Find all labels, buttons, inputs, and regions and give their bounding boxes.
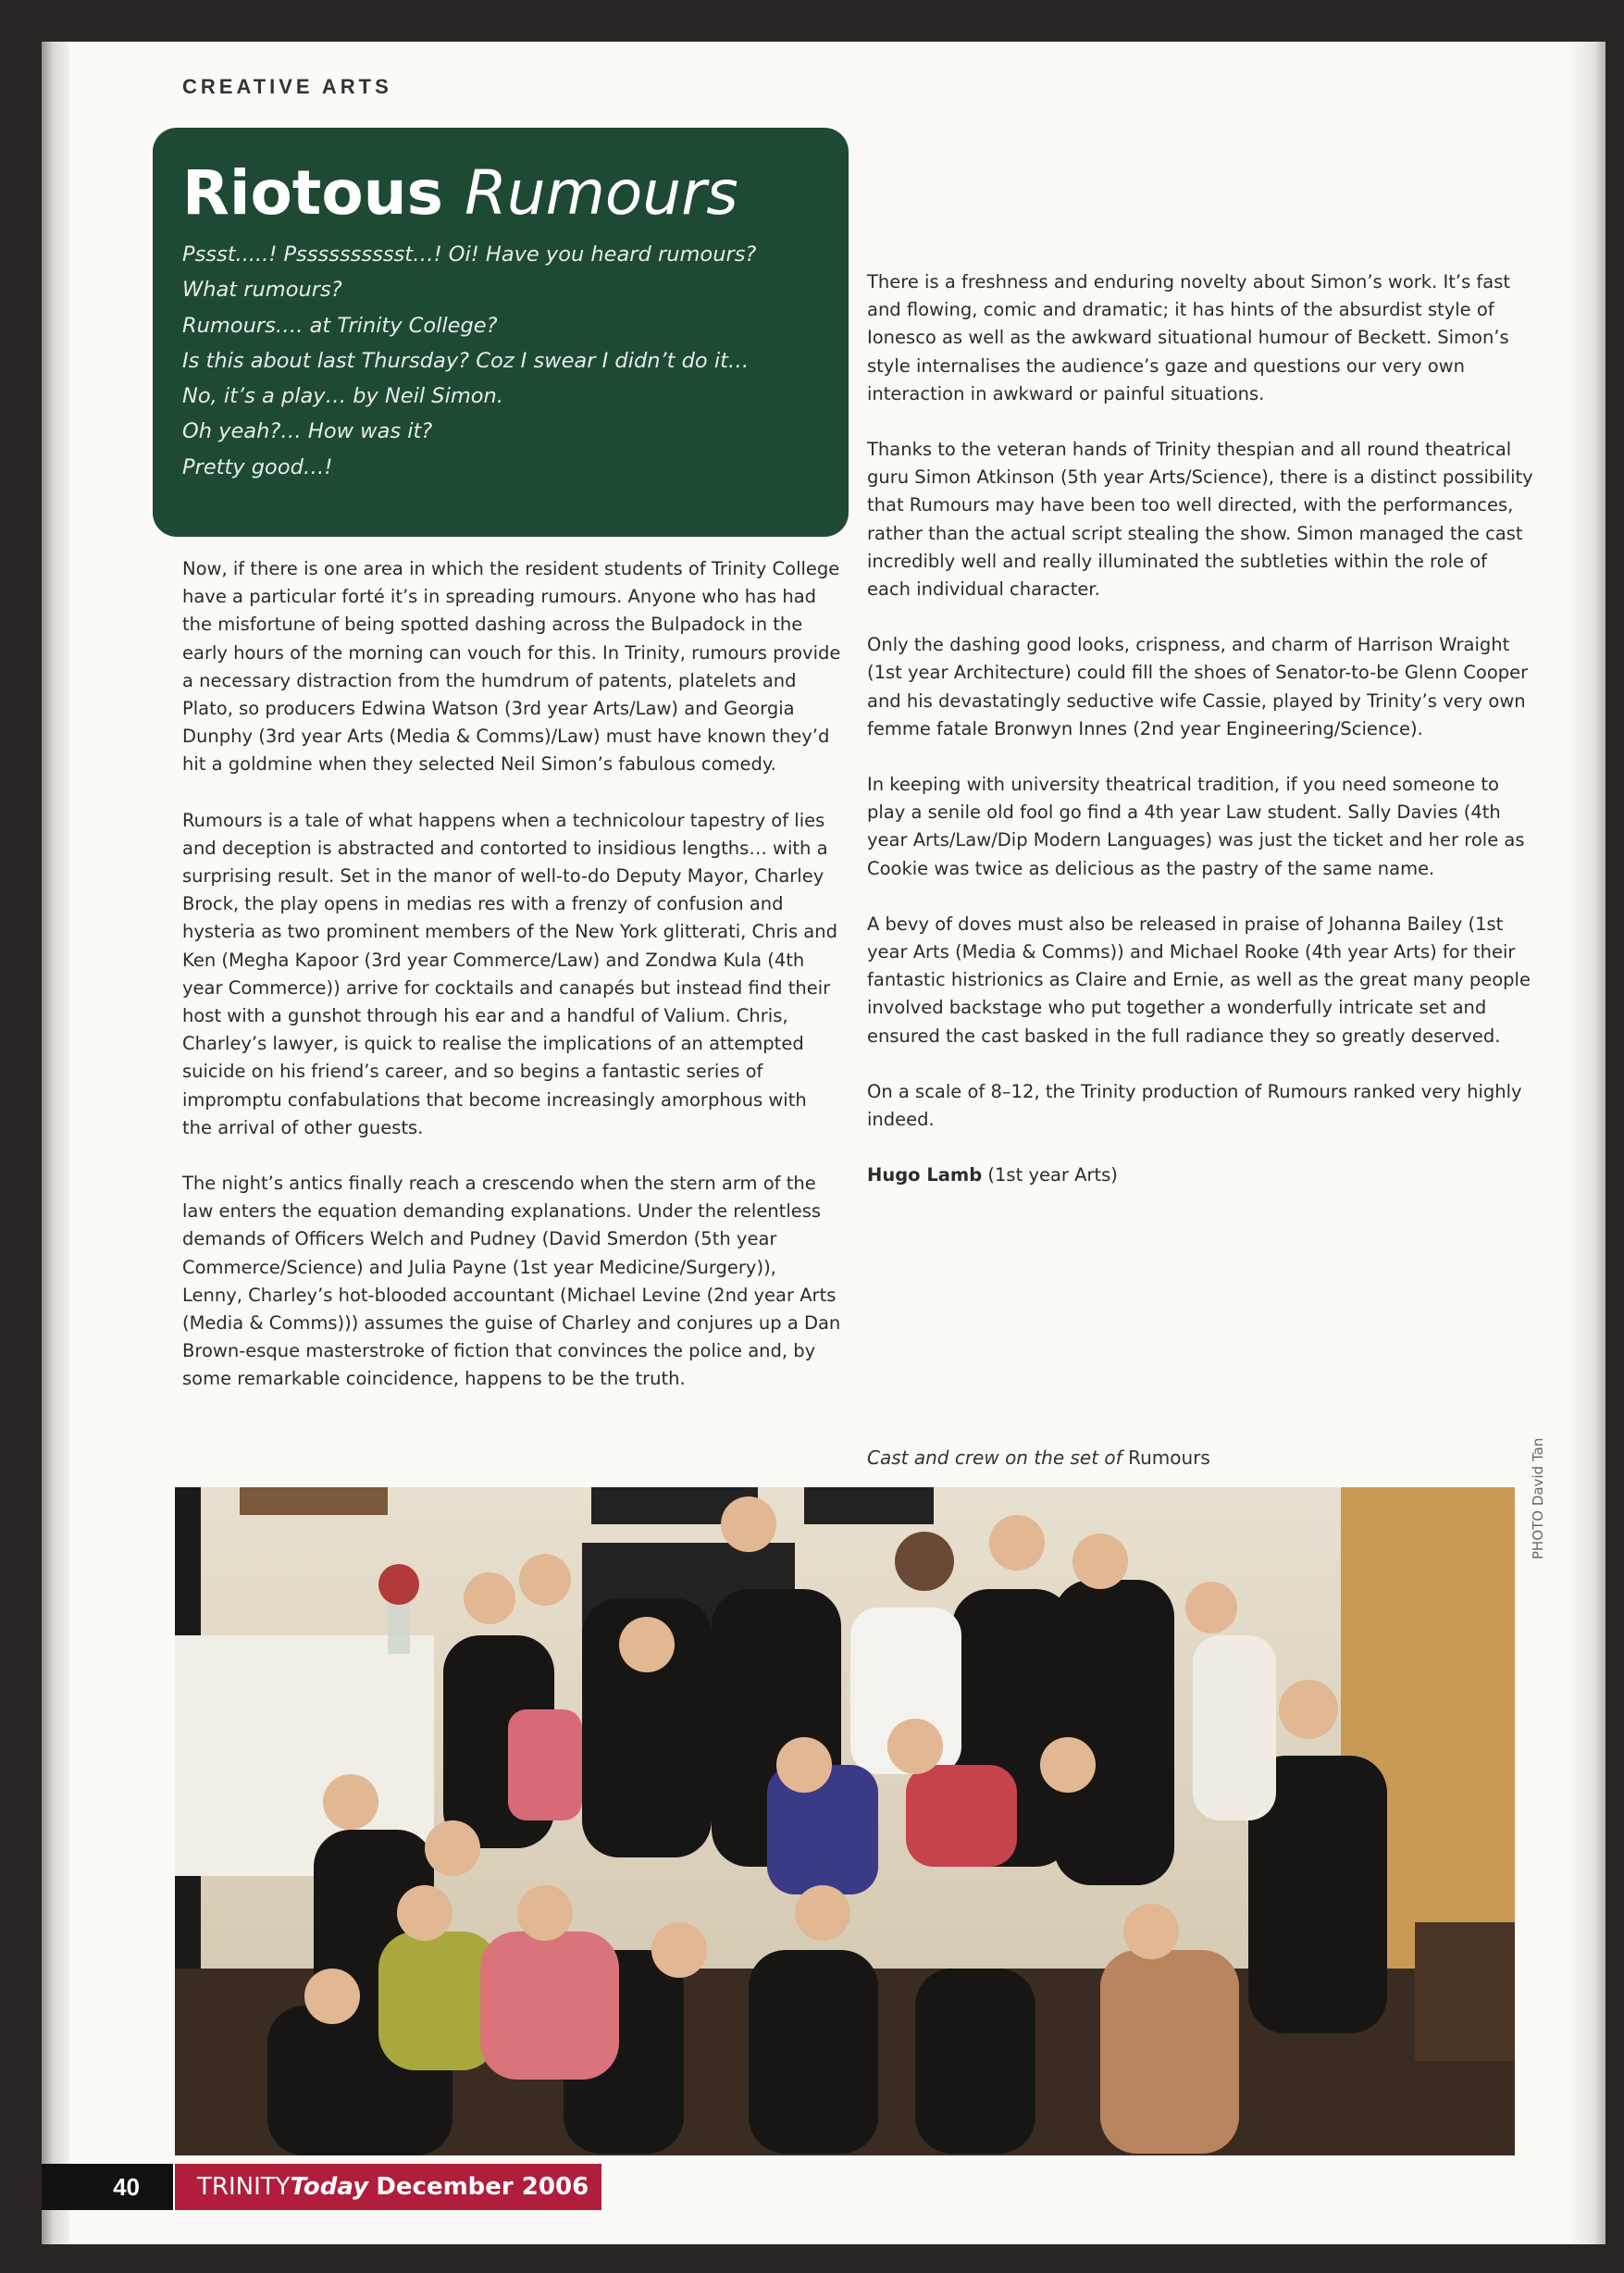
title-box [153,128,849,537]
author-detail: (1st year Arts) [987,1164,1118,1186]
title-bold: Riotous [182,157,443,229]
cast-photo-illustration [175,1487,1515,2155]
footer-date: December 2006 [376,2173,589,2201]
body-paragraph: On a scale of 8–12, the Trinity production of Rumours ranked very highly indeed. [867,1080,1522,1131]
body-paragraph: In keeping with university theatrical tradition, if you need someone to play a senile old fool go find a 4th year Law student. Sally Davies (4th year Arts/Law/Dip Modern Languages) was just the ticket and her role as Cookie was twice as delicious as the pastry of the same name. [867,774,1525,879]
intro-line: No, it’s a play… by Neil Simon. [182,384,503,409]
page-edge [1568,42,1605,2244]
footer-brand-italic: Today [290,2173,369,2201]
page-number: 40 [42,2164,173,2210]
caption-title: Rumours [1128,1447,1210,1469]
intro-dialogue [182,237,821,485]
intro-line: Oh yeah?… How was it? [182,419,433,444]
footer-masthead [175,2164,601,2210]
page-spine [42,42,69,2244]
title-italic: Rumours [464,157,738,229]
article-title [182,154,821,233]
body-paragraph: There is a freshness and enduring novelty about Simon’s work. It’s fast and flowing, comic and dramatic; it has hints of the absurdist style of Ionesco as well as the awkward situational humour of Beckett. Simon’s style internalises the audience’s gaze and questions our very own interaction in awkward or painful situations. [867,271,1511,404]
photo-caption [867,1447,1210,1469]
intro-line: Pretty good…! [182,454,333,479]
body-paragraph: Rumours is a tale of what happens when a technicolour tapestry of lies and deception is abstracted and contorted to insidious lengths… with a surprising result. Set in the manor of well-to-do Deputy Mayor, Charley Brock, the play opens in medias res with a frenzy of confusion and hysteria as two prominent members of the New York glitterati, Chris and Ken (Megha Kapoor (3rd year Commerce/Law) and Zondwa Kula (4th year Commerce)) arrive for cocktails and canapés but instead find their host with a gunshot through his ear and a handful of Valium. Chris, Charley’s lawyer, is quick to realise the implications of an attempted suicide on his friend’s career, and so begins a fantastic series of impromptu confabulations that become increasingly amorphous with the arrival of other guests. [182,809,837,1138]
magazine-page [42,42,1605,2244]
body-paragraph: Thanks to the veteran hands of Trinity thespian and all round theatrical guru Simon Atkinson (5th year Arts/Science), there is a distinct possibility that Rumours may have been too well directed, with the performances, rather than the actual script stealing the show. Simon managed the cast incredibly well and really illuminated the subtleties within the role of each individual character. [867,439,1533,601]
intro-line: Rumours…. at Trinity College? [182,313,498,338]
caption-text: Cast and crew on the set of [867,1447,1122,1469]
intro-line: Pssst.....! Psssssssssst…! Oi! Have you heard rumours? [182,242,757,267]
photo-credit: PHOTO David Tan [1530,1437,1546,1559]
author-name: Hugo Lamb [867,1164,983,1186]
section-label: CREATIVE ARTS [182,75,392,98]
intro-line: Is this about last Thursday? Coz I swear I didn’t do it… [182,348,750,373]
body-paragraph: A bevy of doves must also be released in praise of Johanna Bailey (1st year Arts (Media & Comms)) and Michael Rooke (4th year Arts) for their fantastic histrionics as Claire and Ernie, as well as the great many people involved backstage who put together a wonderfully intricate set and ensured the cast basked in the full radiance they so greatly deserved. [867,913,1531,1047]
body-paragraph: The night’s antics finally reach a crescendo when the stern arm of the law enters the equation demanding explanations. Under the relentless demands of Officers Welch and Pudney (David Smerdon (5th year Commerce/Science) and Julia Payne (1st year Medicine/Surgery)), Lenny, Charley’s hot-blooded accountant (Michael Levine (2nd year Arts (Media & Comms))) assumes the guise of Charley and conjures up a Dan Brown-esque masterstroke of fiction that convinces the police and, by some remarkable coincidence, happens to be the truth. [182,1173,841,1390]
footer-brand: TRINITY [197,2173,291,2201]
right-column [867,268,1533,1217]
intro-line: What rumours? [182,278,342,303]
author-byline [867,1161,1533,1189]
body-paragraph: Now, if there is one area in which the resident students of Trinity College have a particular forté it’s in spreading rumours. Anyone who has had the misfortune of being spotted dashing across the Bulpadock in the early hours of the morning can vouch for this. In Trinity, rumours provide a necessary distraction from the humdrum of patents, platelets and Plato, so producers Edwina Watson (3rd year Arts/Law) and Georgia Dunphy (3rd year Arts (Media & Comms)/Law) must have known they’d hit a goldmine when they selected Neil Simon’s fabulous comedy. [182,558,841,776]
body-paragraph: Only the dashing good looks, crispness, and charm of Harrison Wraight (1st year Architecture) could fill the shoes of Senator-to-be Glenn Cooper and his devastatingly seductive wife Cassie, played by Trinity’s very own femme fatale Bronwyn Innes (2nd year Engineering/Science). [867,634,1529,739]
left-column [182,555,841,1422]
cast-photo [175,1487,1515,2155]
